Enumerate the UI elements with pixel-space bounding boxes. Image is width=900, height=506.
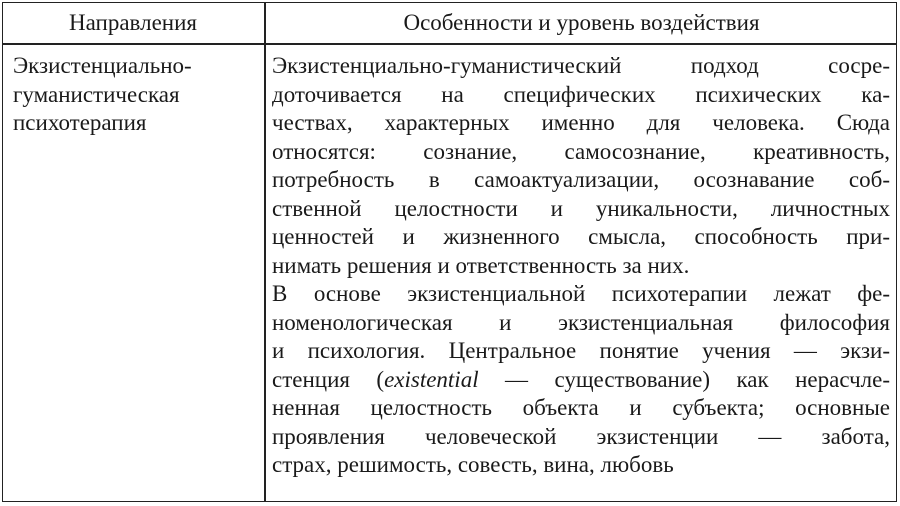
text-line — [272, 81, 890, 110]
features-cell — [272, 52, 890, 480]
text-line — [272, 252, 890, 281]
text-line — [272, 423, 890, 452]
text-line-content: ственной целостности и уникальности, личностных — [272, 195, 890, 221]
text-line-content: проявления человеческой экзистенции — забота, — [272, 423, 890, 449]
text-line — [272, 309, 890, 338]
text-line-content: ценностей и жизненного смысла, способность при- — [272, 224, 890, 249]
text-line — [272, 52, 890, 81]
header-features: Особенности и уровень воздействия — [403, 10, 760, 35]
direction-line: психотерапия — [13, 110, 147, 135]
header-directions: Направления — [69, 10, 197, 35]
text-line-content: Экзистенциально-гуманистический подход сосре- — [272, 53, 890, 78]
header-divider — [2, 43, 897, 45]
column-divider — [264, 2, 266, 502]
text-line-content: относятся: сознание, самосознание, креативность, — [272, 138, 890, 164]
text-line — [272, 451, 890, 480]
italic-term: existential — [384, 366, 479, 392]
text-line-content: доточивается на специфических психических ка- — [272, 81, 890, 107]
direction-line: Экзистенциально- — [13, 53, 192, 78]
text-line-content: нимать решения и ответственность за них. — [272, 252, 690, 278]
text-line — [272, 138, 890, 167]
text-line — [272, 166, 890, 195]
text-line-content: чествах, характерных именно для человека. Сюда — [272, 110, 890, 135]
direction-line: гуманистическая — [13, 81, 180, 107]
direction-cell — [13, 52, 192, 138]
text-line-content: потребность в самоактуализации, осознавание соб- — [272, 167, 890, 192]
text-line-content: номенологическая и экзистенциальная философия — [272, 309, 890, 335]
text-line — [272, 337, 890, 366]
text-line — [272, 280, 890, 309]
text-line-content: В основе экзистенциальной психотерапии лежат фе- — [272, 281, 890, 306]
text-line-content — [272, 366, 890, 395]
text-line — [272, 366, 890, 395]
text-line-content: и психология. Центральное понятие учения — экзи- — [272, 338, 890, 363]
text-segment: стенция ( — [272, 366, 385, 392]
text-line — [272, 109, 890, 138]
text-line — [272, 394, 890, 423]
text-segment: — существование) как нерасчле- — [478, 366, 890, 392]
text-line-content: страх, решимость, совесть, вина, любовь — [272, 452, 674, 477]
text-line — [272, 195, 890, 224]
text-line-content: ненная целостность объекта и субъекта; основные — [272, 395, 890, 420]
text-line — [272, 223, 890, 252]
